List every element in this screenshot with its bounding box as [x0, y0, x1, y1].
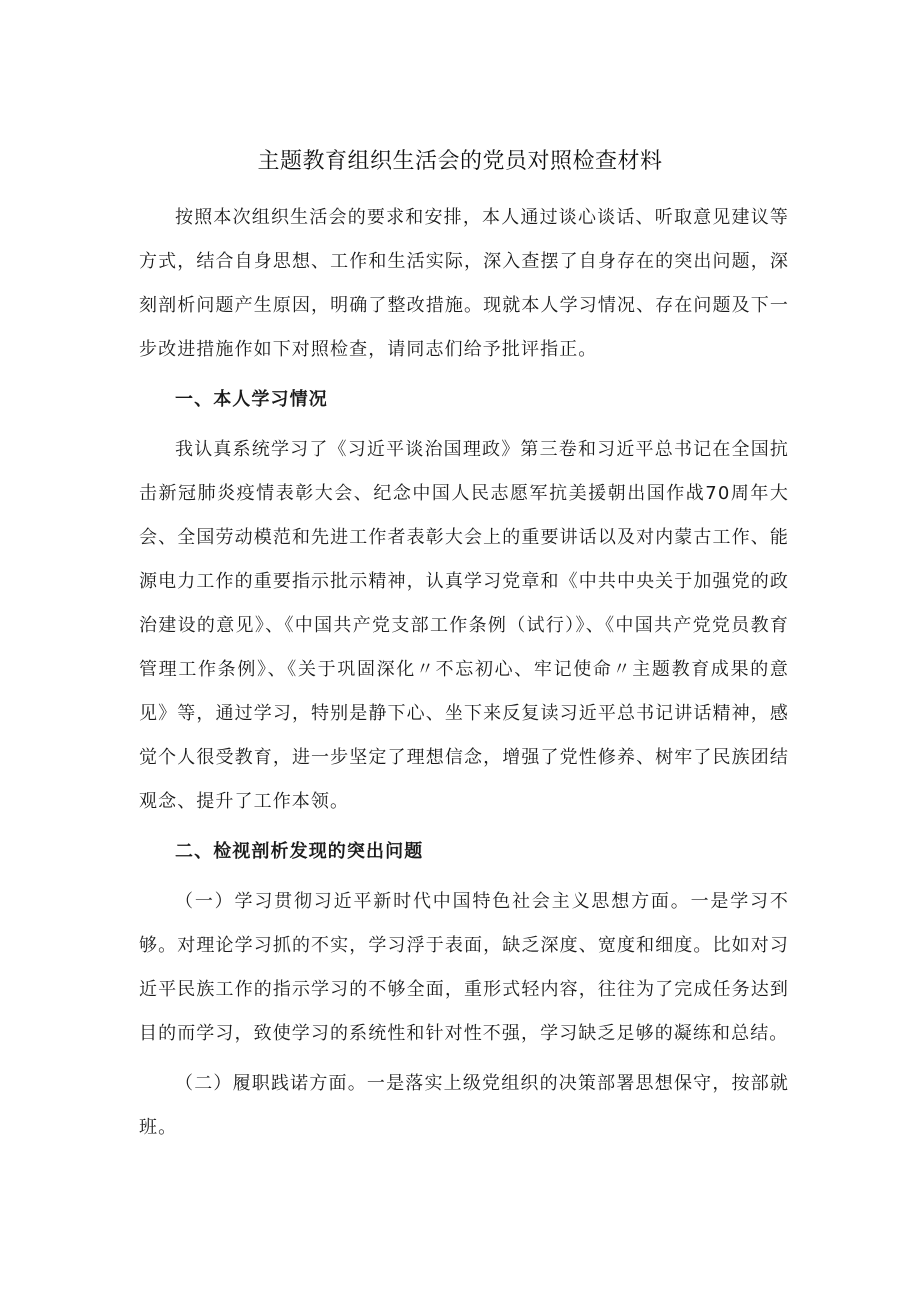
problem-item-2: （二）履职践诺方面。一是落实上级党组织的决策部署思想保守，按部就班。 [139, 1073, 789, 1138]
problem-item-1: （一）学习贯彻习近平新时代中国特色社会主义思想方面。一是学习不够。对理论学习抓的不实，学习浮于表面，缺乏深度、宽度和细度。比如对习近平民族工作的指示学习的不够全面，重形式轻内容，往往为了完成任务达到目的而学习，致使学习的系统性和针对性不强，学习缺乏足够的凝练和总结。 [139, 891, 789, 1044]
document-body [139, 196, 789, 1150]
section-heading-study: 一、本人学习情况 [175, 389, 328, 410]
document-title: 主题教育组织生活会的党员对照检查材料 [257, 149, 663, 174]
section-heading-problems: 二、检视剖析发现的突出问题 [175, 841, 424, 862]
study-paragraph: 我认真系统学习了《习近平谈治国理政》第三卷和习近平总书记在全国抗击新冠肺炎疫情表彰大会、纪念中国人民志愿军抗美援朝出国作战70周年大会、全国劳动模范和先进工作者表彰大会上的重要讲话以及对内蒙古工作、能源电力工作的重要指示批示精神，认真学习党章和《中共中央关于加强党的政治建设的意见》、《中国共产党支部工作条例（试行）》、《中国共产党党员教育管理工作条例》、《关于巩固深化〃不忘初心、牢记使命〃主题教育成果的意见》等，通过学习，特别是静下心、坐下来反复读习近平总书记讲话精神，感觉个人很受教育，进一步坚定了理想信念，增强了党性修养、树牢了民族团结观念、提升了工作本领。 [139, 439, 789, 812]
intro-paragraph: 按照本次组织生活会的要求和安排，本人通过谈心谈话、听取意见建议等方式，结合自身思想、工作和生活实际，深入查摆了自身存在的突出问题，深刻剖析问题产生原因，明确了整改措施。现就本人学习情况、存在问题及下一步改进措施作如下对照检查，请同志们给予批评指正。 [139, 207, 789, 360]
